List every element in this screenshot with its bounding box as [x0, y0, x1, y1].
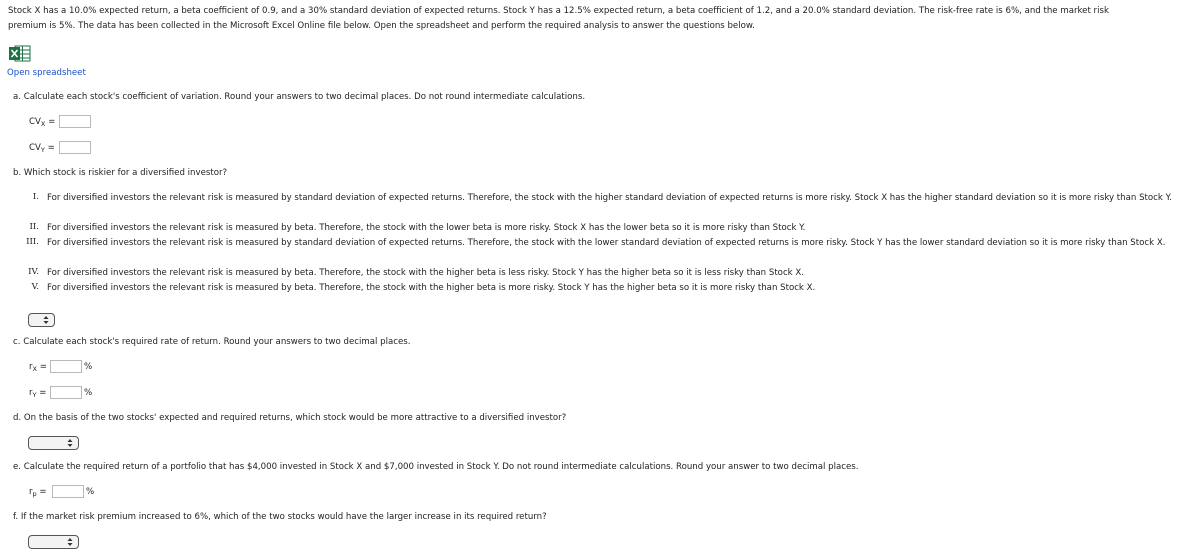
intro-line-2: premium is 5%. The data has been collected in the Microsoft Excel Online file below. Open the spreadsheet and perform the required analysis to answer the questions below.: [8, 21, 755, 31]
rx-percent: %: [84, 362, 93, 372]
cvx-input[interactable]: [59, 115, 91, 128]
option-3-text: For diversified investors the relevant risk is measured by standard deviation of expected returns. Therefore, the stock with the lower standard deviation of expected returns is more risky. Stock Y has the lower standard deviation so it is more risky than Stock X.: [47, 238, 1166, 248]
option-4-num: IV.: [28, 267, 39, 277]
option-5-text: For diversified investors the relevant risk is measured by beta. Therefore, the stock with the higher beta is more risky. Stock Y has the higher beta so it is more risky than Stock X.: [47, 283, 816, 293]
option-3-num: III.: [26, 237, 39, 247]
cvy-label-main: CV: [29, 143, 41, 153]
option-1-text: For diversified investors the relevant risk is measured by standard deviation of expected returns. Therefore, the stock with the higher standard deviation of expected returns is more risky. Stock X has the higher standard deviation so it is more risky than Stock Y.: [47, 193, 1172, 203]
attractive-stock-select[interactable]: [28, 436, 79, 450]
question-b: b. Which stock is riskier for a diversified investor?: [13, 168, 228, 178]
option-5-num: V.: [31, 282, 39, 292]
select-arrows-icon: [67, 438, 73, 448]
ry-label-main: r: [29, 388, 33, 398]
cvx-label-main: CV: [29, 117, 41, 127]
excel-icon[interactable]: [9, 45, 31, 62]
larger-increase-select[interactable]: [28, 535, 79, 549]
question-a: a. Calculate each stock's coefficient of variation. Round your answers to two decimal places. Do not round intermediate calculations.: [13, 92, 586, 102]
question-f: f. If the market risk premium increased to 6%, which of the two stocks would have the larger increase in its required return?: [13, 512, 547, 522]
cvx-equals: =: [48, 117, 56, 127]
rp-equals: =: [39, 487, 47, 497]
ry-label: [29, 388, 46, 398]
cvy-label: [29, 143, 55, 153]
option-1-num: I.: [32, 192, 39, 202]
select-arrows-icon: [43, 315, 49, 325]
select-arrows-icon: [67, 537, 73, 547]
ry-input[interactable]: [50, 386, 82, 399]
option-2-text: For diversified investors the relevant risk is measured by beta. Therefore, the stock with the lower beta is more risky. Stock X has the lower beta so it is more risky than Stock Y.: [47, 223, 806, 233]
cvx-label: [29, 117, 55, 127]
cvy-equals: =: [47, 143, 55, 153]
rx-label-main: r: [29, 362, 33, 372]
cvy-input[interactable]: [59, 141, 91, 154]
question-c: c. Calculate each stock's required rate of return. Round your answers to two decimal places.: [13, 337, 411, 347]
question-e: e. Calculate the required return of a portfolio that has $4,000 invested in Stock X and $7,000 invested in Stock Y. Do not round intermediate calculations. Round your answer to two decimal places.: [13, 462, 859, 472]
intro-line-1: Stock X has a 10.0% expected return, a beta coefficient of 0.9, and a 30% standard deviation of expected returns. Stock Y has a 12.5% expected return, a beta coefficient of 1.2, and a 20.0% standard deviation. The risk-free rate is 6%, and the market risk: [8, 6, 1109, 16]
question-d: d. On the basis of the two stocks' expected and required returns, which stock would be more attractive to a diversified investor?: [13, 413, 567, 423]
rp-label: [29, 487, 47, 497]
rp-input[interactable]: [52, 485, 84, 498]
option-2-num: II.: [29, 222, 39, 232]
ry-percent: %: [84, 388, 93, 398]
rp-percent: %: [86, 487, 95, 497]
option-4-text: For diversified investors the relevant risk is measured by beta. Therefore, the stock with the higher beta is less risky. Stock Y has the higher beta so it is less risky than Stock X.: [47, 268, 804, 278]
ry-equals: =: [39, 388, 47, 398]
riskier-stock-select[interactable]: [28, 313, 55, 327]
rp-label-sub: p: [32, 490, 37, 498]
open-spreadsheet-link[interactable]: Open spreadsheet: [7, 68, 86, 78]
cvy-label-sub: Y: [40, 146, 45, 154]
rx-input[interactable]: [50, 360, 82, 373]
cvx-label-sub: X: [40, 120, 46, 128]
ry-label-sub: Y: [32, 391, 37, 399]
rx-label: [29, 362, 47, 372]
rp-label-main: r: [29, 487, 33, 497]
rx-label-sub: X: [32, 365, 37, 373]
rx-equals: =: [39, 362, 47, 372]
